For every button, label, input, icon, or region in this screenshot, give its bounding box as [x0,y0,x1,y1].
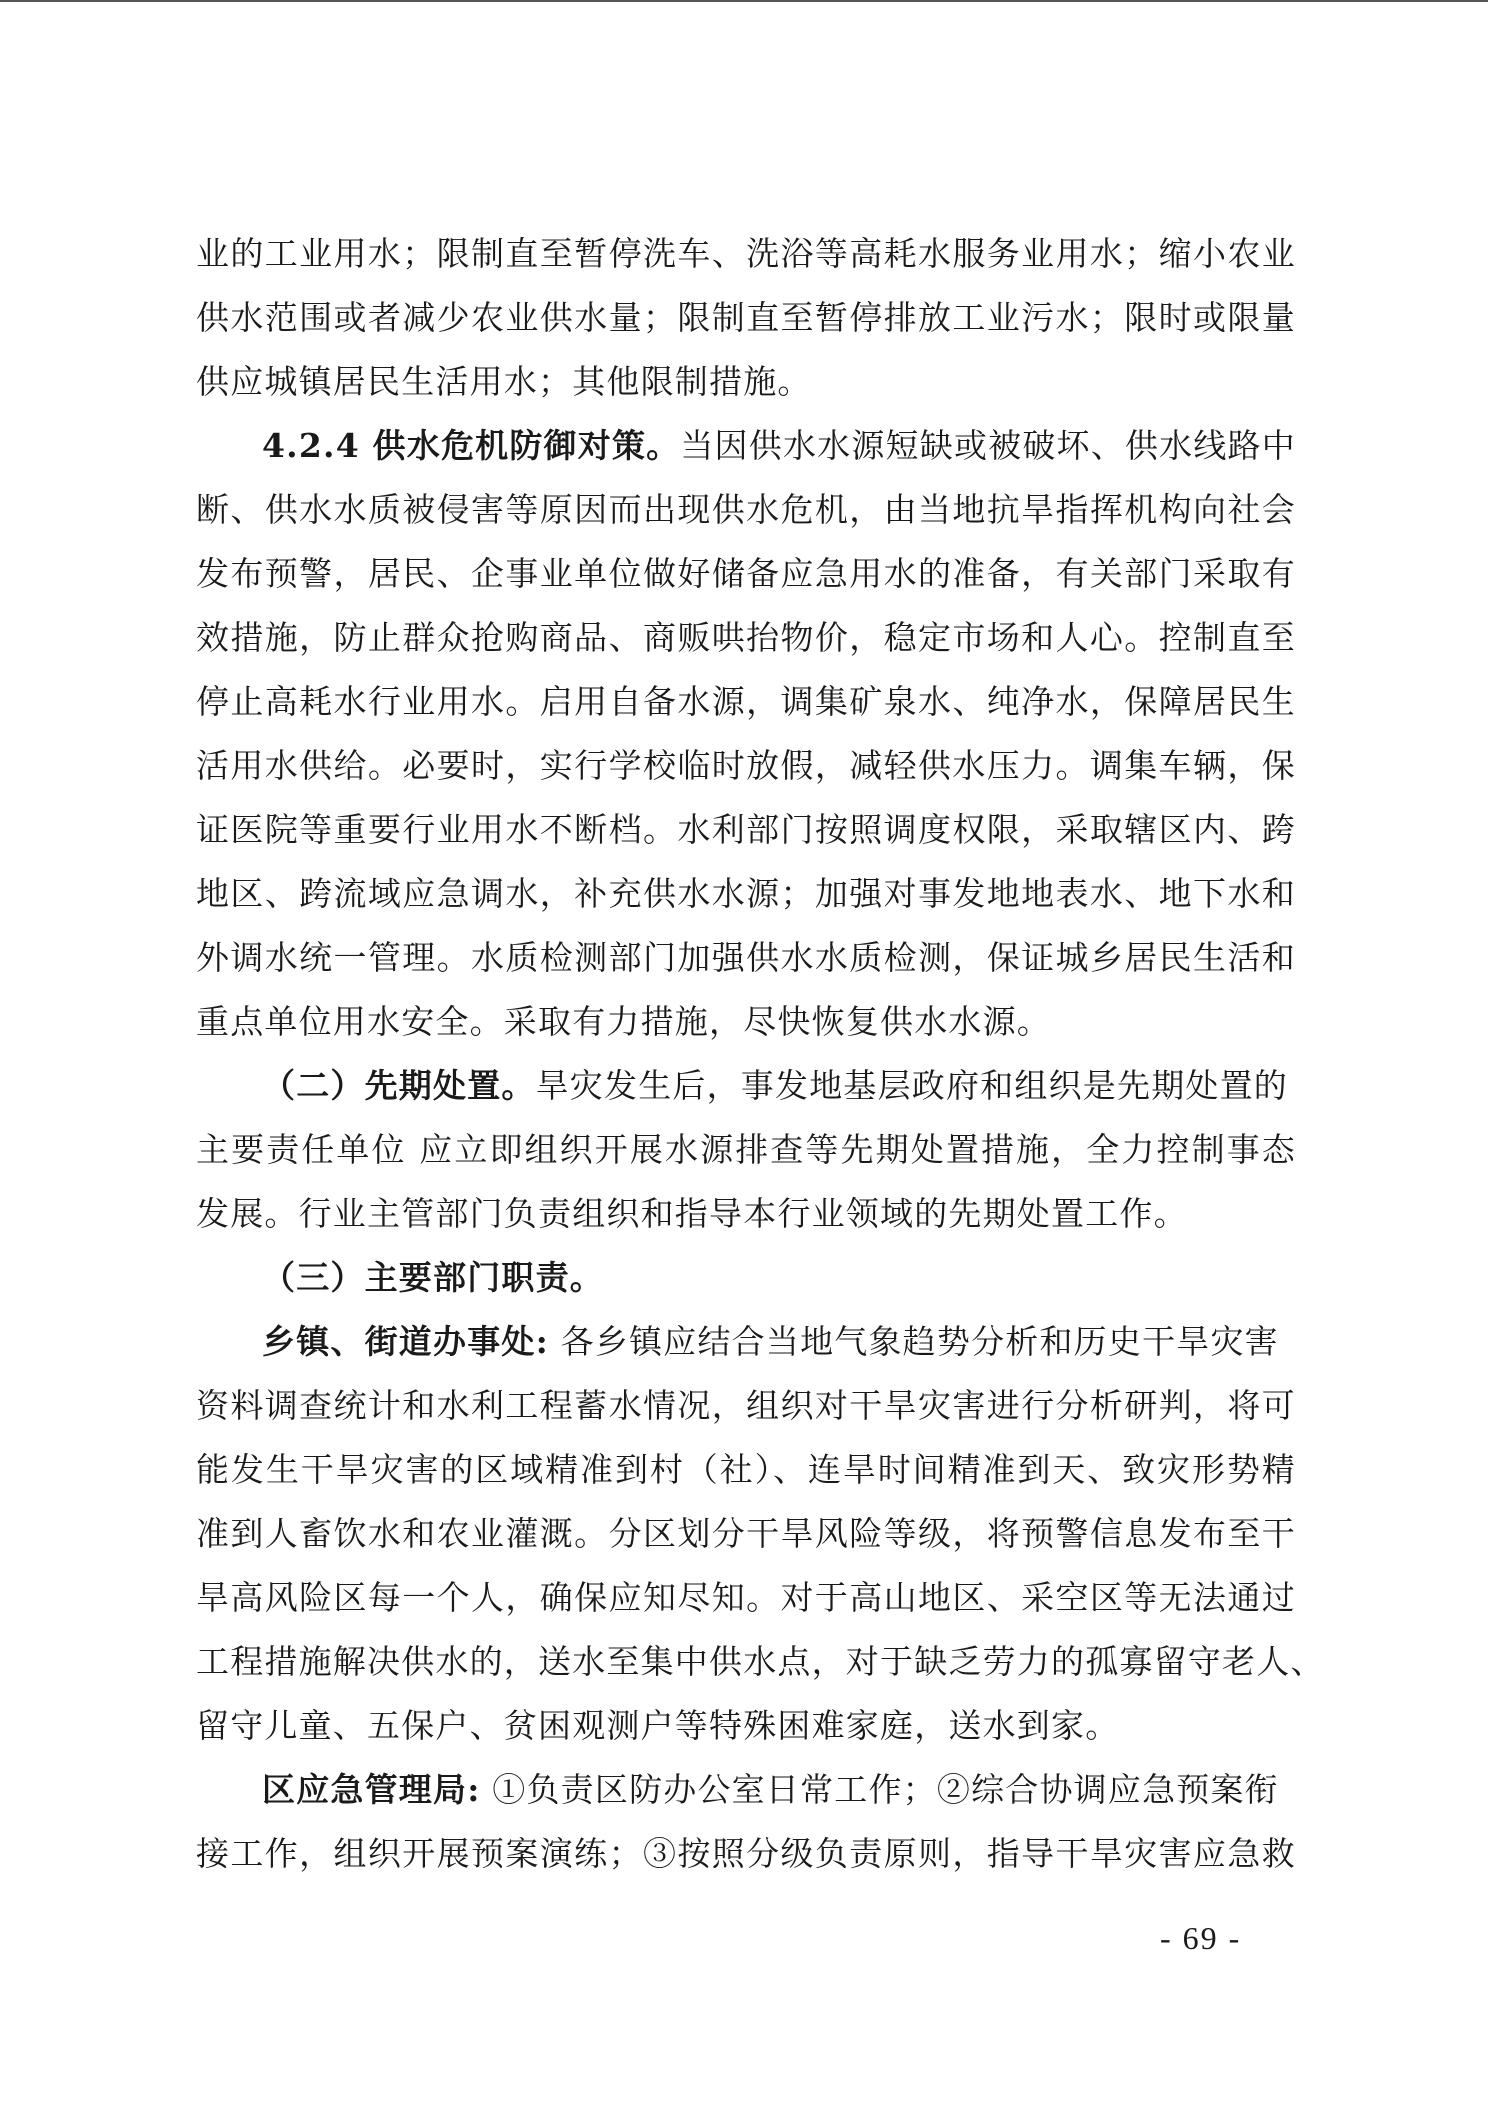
line-text: 各乡镇应结合当地气象趋势分析和历史干旱灾害 [548,1322,1279,1361]
line-text: 主要责任单位 应立即组织开展水源排查等先期处置措施，全力控制事态 [196,1130,1296,1169]
text-line-3 [196,350,1296,414]
township-duties-line [196,1310,1296,1374]
text-line-6 [196,542,1296,606]
text-line-19 [196,1374,1296,1438]
section-duties-heading-line [196,1246,1296,1310]
page-number: - 69 - [1160,1920,1242,1956]
line-text: 外调水统一管理。水质检测部门加强供水水质检测，保证城乡居民生活和 [196,938,1296,977]
text-line-12 [196,926,1296,990]
line-text: 断、供水水质被侵害等原因而出现供水危机，由当地抗旱指挥机构向社会 [196,490,1296,529]
top-border-line [0,0,1488,2]
text-line-24 [196,1694,1296,1758]
text-line-23 [196,1630,1325,1694]
text-line-10 [196,798,1296,862]
text-line-26 [196,1822,1296,1886]
line-text: 停止高耗水行业用水。启用自备水源，调集矿泉水、纯净水，保障居民生 [196,682,1296,721]
text-line-7 [196,606,1296,670]
line-text: 发展。行业主管部门负责组织和指导本行业领域的先期处置工作。 [196,1194,1188,1233]
line-text: 供水范围或者减少农业供水量；限制直至暂停排放工业污水；限时或限量 [196,298,1296,337]
line-text: 旱灾发生后，事发地基层政府和组织是先期处置的 [535,1066,1289,1105]
line-text: 业的工业用水；限制直至暂停洗车、洗浴等高耗水服务业用水；缩小农业 [196,234,1296,273]
text-line-8 [196,670,1296,734]
text-line-5 [196,478,1296,542]
line-text: 工程措施解决供水的，送水至集中供水点，对于缺乏劳力的孤寡留守老人、 [196,1642,1325,1681]
text-line-21 [196,1502,1296,1566]
text-line-16 [196,1182,1296,1246]
line-text: 重点单位用水安全。采取有力措施，尽快恢复供水水源。 [196,1002,1051,1041]
line-text: 证医院等重要行业用水不断档。水利部门按照调度权限，采取辖区内、跨 [196,810,1296,849]
line-text: 接工作，组织开展预案演练；③按照分级负责原则，指导干旱灾害应急救 [196,1834,1296,1873]
subsection-heading: 区应急管理局: [262,1770,481,1809]
text-line-9 [196,734,1296,798]
line-text: 发布预警，居民、企事业单位做好储备应急用水的准备，有关部门采取有 [196,554,1296,593]
line-text: 旱高风险区每一个人，确保应知尽知。对于高山地区、采空区等无法通过 [196,1578,1296,1617]
section-heading: （二）先期处置。 [262,1066,536,1105]
document-body [196,222,1325,1886]
section-4-2-4-heading-line [196,414,1296,478]
text-line-13 [196,990,1296,1054]
line-text: 留守儿童、五保户、贫困观测户等特殊困难家庭，送水到家。 [196,1706,1120,1745]
line-text: 地区、跨流域应急调水，补充供水水源；加强对事发地地表水、地下水和 [196,874,1296,913]
text-line-15 [196,1118,1296,1182]
line-text: 资料调查统计和水利工程蓄水情况，组织对干旱灾害进行分析研判，将可 [196,1386,1296,1425]
text-line-22 [196,1566,1296,1630]
text-line-1 [196,222,1296,286]
text-line-11 [196,862,1296,926]
line-text: 准到人畜饮水和农业灌溉。分区划分干旱风险等级，将预警信息发布至干 [196,1514,1296,1553]
line-text: 活用水供给。必要时，实行学校临时放假，减轻供水压力。调集车辆，保 [196,746,1296,785]
text-line-20 [196,1438,1296,1502]
section-heading: 4.2.4 供水危机防御对策。 [262,426,681,465]
line-text: ①负责区防办公室日常工作；②综合协调应急预案衔 [480,1770,1279,1809]
line-text: 当因供水水源短缺或被破坏、供水线路中 [680,426,1296,465]
section-heading: （三）主要部门职责。 [262,1258,604,1297]
line-text: 供应城镇居民生活用水；其他限制措施。 [196,362,812,401]
section-early-response-line [196,1054,1296,1118]
line-text: 效措施，防止群众抢购商品、商贩哄抬物价，稳定市场和人心。控制直至 [196,618,1296,657]
line-text: 能发生干旱灾害的区域精准到村（社）、连旱时间精准到天、致灾形势精 [196,1450,1296,1489]
emergency-bureau-duties-line [196,1758,1296,1822]
text-line-2 [196,286,1296,350]
subsection-heading: 乡镇、街道办事处: [262,1322,549,1361]
